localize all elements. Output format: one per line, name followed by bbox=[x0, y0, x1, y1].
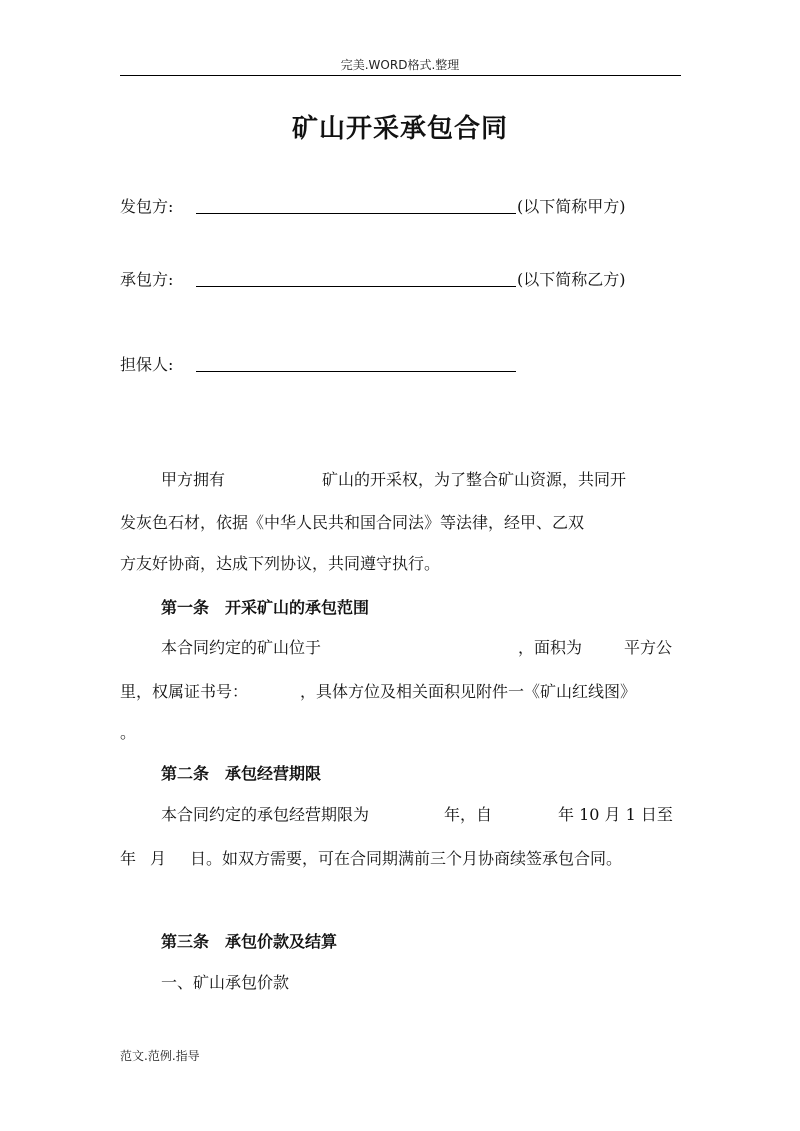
article-text: 本合同约定的矿山位于 bbox=[161, 638, 322, 657]
party-suffix: (以下简称甲方) bbox=[517, 197, 626, 216]
article-heading: 第二条 承包经营期限 bbox=[161, 764, 322, 783]
party-label: 承包方: bbox=[120, 270, 174, 289]
blank-line bbox=[196, 213, 516, 214]
article-text: 日。如双方需要，可在合同期满前三个月协商续签承包合同。 bbox=[190, 849, 623, 868]
intro-text: 甲方拥有 bbox=[161, 470, 226, 489]
party-label: 发包方: bbox=[120, 197, 174, 216]
article-heading: 第三条 承包价款及结算 bbox=[161, 932, 338, 951]
article-text: 一、矿山承包价款 bbox=[161, 973, 290, 992]
article-heading: 第一条 开采矿山的承包范围 bbox=[161, 598, 370, 617]
header-rule bbox=[120, 75, 681, 76]
article-text: ，面积为 bbox=[518, 638, 583, 657]
intro-text: 发灰色石材，依据《中华人民共和国合同法》等法律，经甲、乙双 bbox=[120, 513, 585, 532]
blank-line bbox=[196, 286, 516, 287]
article-text: 里，权属证书号： bbox=[120, 682, 249, 701]
article-text: 月 bbox=[150, 849, 167, 868]
article-text: 。 bbox=[120, 723, 137, 742]
party-row-contractor bbox=[120, 267, 680, 293]
party-row-issuer bbox=[120, 194, 680, 220]
article-text: 年，自 bbox=[444, 805, 493, 824]
article-text: 年 10 月 1 日至 bbox=[558, 805, 673, 824]
intro-text: 方友好协商，达成下列协议，共同遵守执行。 bbox=[120, 554, 441, 573]
page-footer: 范文.范例.指导 bbox=[120, 1049, 200, 1063]
party-suffix: (以下简称乙方) bbox=[517, 270, 626, 289]
document-title: 矿山开采承包合同 bbox=[291, 114, 508, 144]
article-text: ，具体方位及相关面积见附件一《矿山红线图》 bbox=[300, 682, 637, 701]
party-label: 担保人: bbox=[120, 355, 174, 374]
article-text: 年 bbox=[120, 849, 137, 868]
page-header: 完美.WORD格式.整理 bbox=[340, 58, 460, 72]
article-text: 平方公 bbox=[624, 638, 673, 657]
party-row-guarantor bbox=[120, 352, 680, 378]
intro-text: 矿山的开采权，为了整合矿山资源，共同开 bbox=[322, 470, 627, 489]
blank-line bbox=[196, 371, 516, 372]
article-text: 本合同约定的承包经营期限为 bbox=[161, 805, 370, 824]
